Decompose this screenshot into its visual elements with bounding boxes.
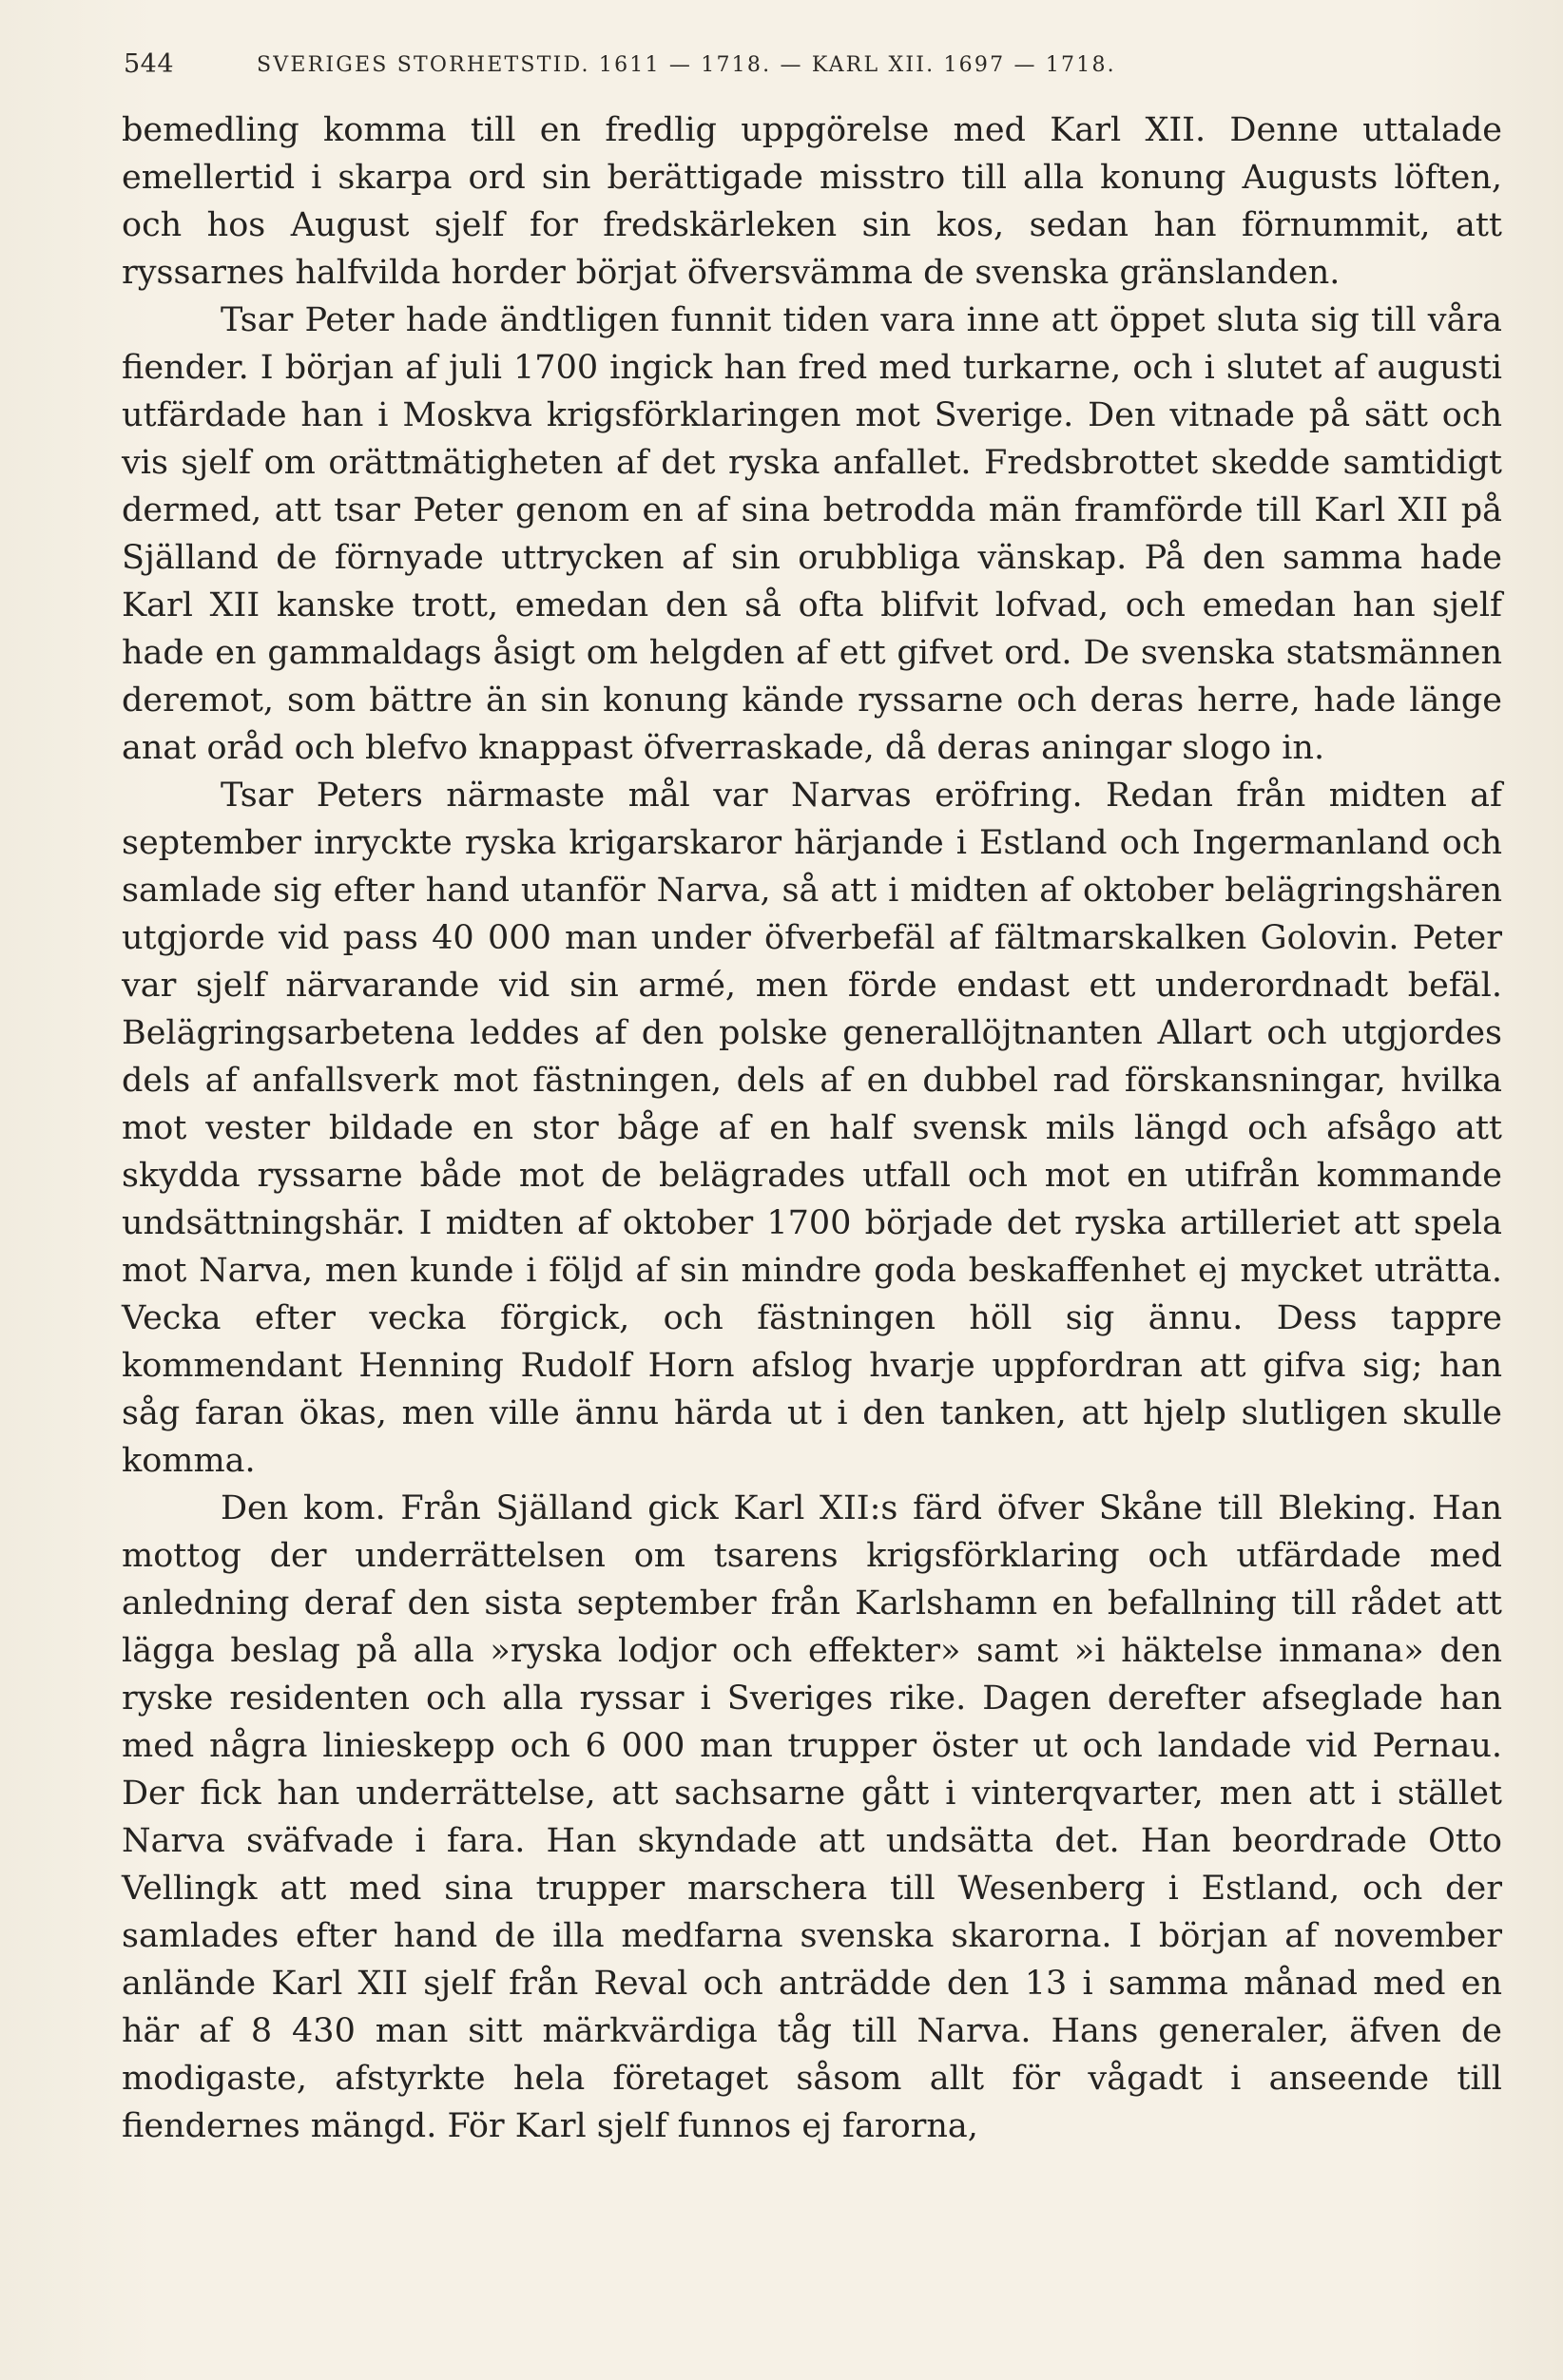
paragraph: bemedling komma till en fredlig uppgörelse med Karl XII. Denne uttalade emellertid i skarpa ord sin berättigade misstro till alla konung Augusts löften, och hos August sjelf for fredskärleken sin kos, sedan han förnummit, att ryssarnes halfvilda horder börjat öfversvämma de svenska gränslanden.: [122, 111, 1502, 292]
paragraph: Tsar Peter hade ändtligen funnit tiden vara inne att öppet sluta sig till våra fiender. I början af juli 1700 ingick han fred med turkarne, och i slutet af augusti utfärdade han i Moskva krigsförklaringen mot Sverige. Den vitnade på sätt och vis sjelf om orättmätigheten af det ryska anfallet. Fredsbrottet skedde samtidigt dermed, att tsar Peter genom en af sina betrodda män framförde till Karl XII på Själland de förnyade uttrycken af sin orubbliga vänskap. På den samma hade Karl XII kanske trott, emedan den så ofta blifvit lofvad, och emedan han sjelf hade en gammaldags åsigt om helgden af ett gifvet ord. De svenska statsmännen deremot, som bättre än sin konung kände ryssarne och deras herre, hade länge anat oråd och blefvo knappast öfverraskade, då deras aningar slogo in.: [122, 301, 1502, 767]
paragraph: Den kom. Från Själland gick Karl XII:s färd öfver Skåne till Bleking. Han mottog der underrättelsen om tsarens krigsförklaring och utfärdade med anledning deraf den sista september från Karlshamn en befallning till rådet att lägga beslag på alla »ryska lodjor och effekter» samt »i häktelse inmana» den ryske residenten och alla ryssar i Sveriges rike. Dagen derefter afseglade han med några linieskepp och 6 000 man trupper öster ut och landade vid Pernau. Der fick han underrättelse, att sachsarne gått i vinterqvarter, men att i stället Narva sväfvade i fara. Han skyndade att undsätta det. Han beordrade Otto Vellingk att med sina trupper marschera till Wesenberg i Estland, och der samlades efter hand de illa medfarna svenska skarorna. I början af november anlände Karl XII sjelf från Reval och anträdde den 13 i samma månad med en här af 8 430 man sitt märkvärdiga tåg till Narva. Hans generaler, äfven de modigaste, afstyrkte hela företaget såsom allt för vågadt i anseende till fiendernes mängd. För Karl sjelf funnos ej farorna,: [122, 1489, 1502, 2145]
body-text: [122, 106, 1502, 2150]
running-head: SVERIGES STORHETSTID. 1611 — 1718. — KARL XII. 1697 — 1718.: [257, 53, 1116, 77]
page-number: 544: [124, 49, 175, 79]
paragraph: Tsar Peters närmaste mål var Narvas eröfring. Redan från midten af september inryckte ryska krigarskaror härjande i Estland och Ingermanland och samlade sig efter hand utanför Narva, så att i midten af oktober belägringshären utgjorde vid pass 40 000 man under öfverbefäl af fältmarskalken Golovin. Peter var sjelf närvarande vid sin armé, men förde endast ett underordnadt befäl. Belägringsarbetena leddes af den polske generallöjtnanten Allart och utgjordes dels af anfallsverk mot fästningen, dels af en dubbel rad förskansningar, hvilka mot vester bildade en stor båge af en half svensk mils längd och afsågo att skydda ryssarne både mot de belägrades utfall och mot en utifrån kommande undsättningshär. I midten af oktober 1700 började det ryska artilleriet att spela mot Narva, men kunde i följd af sin mindre goda beskaffenhet ej mycket uträtta. Vecka efter vecka förgick, och fästningen höll sig ännu. Dess tappre kommendant Henning Rudolf Horn afslog hvarje uppfordran att gifva sig; han såg faran ökas, men ville ännu härda ut i den tanken, att hjelp slutligen skulle komma.: [122, 777, 1502, 1480]
page-header: [124, 49, 1502, 87]
